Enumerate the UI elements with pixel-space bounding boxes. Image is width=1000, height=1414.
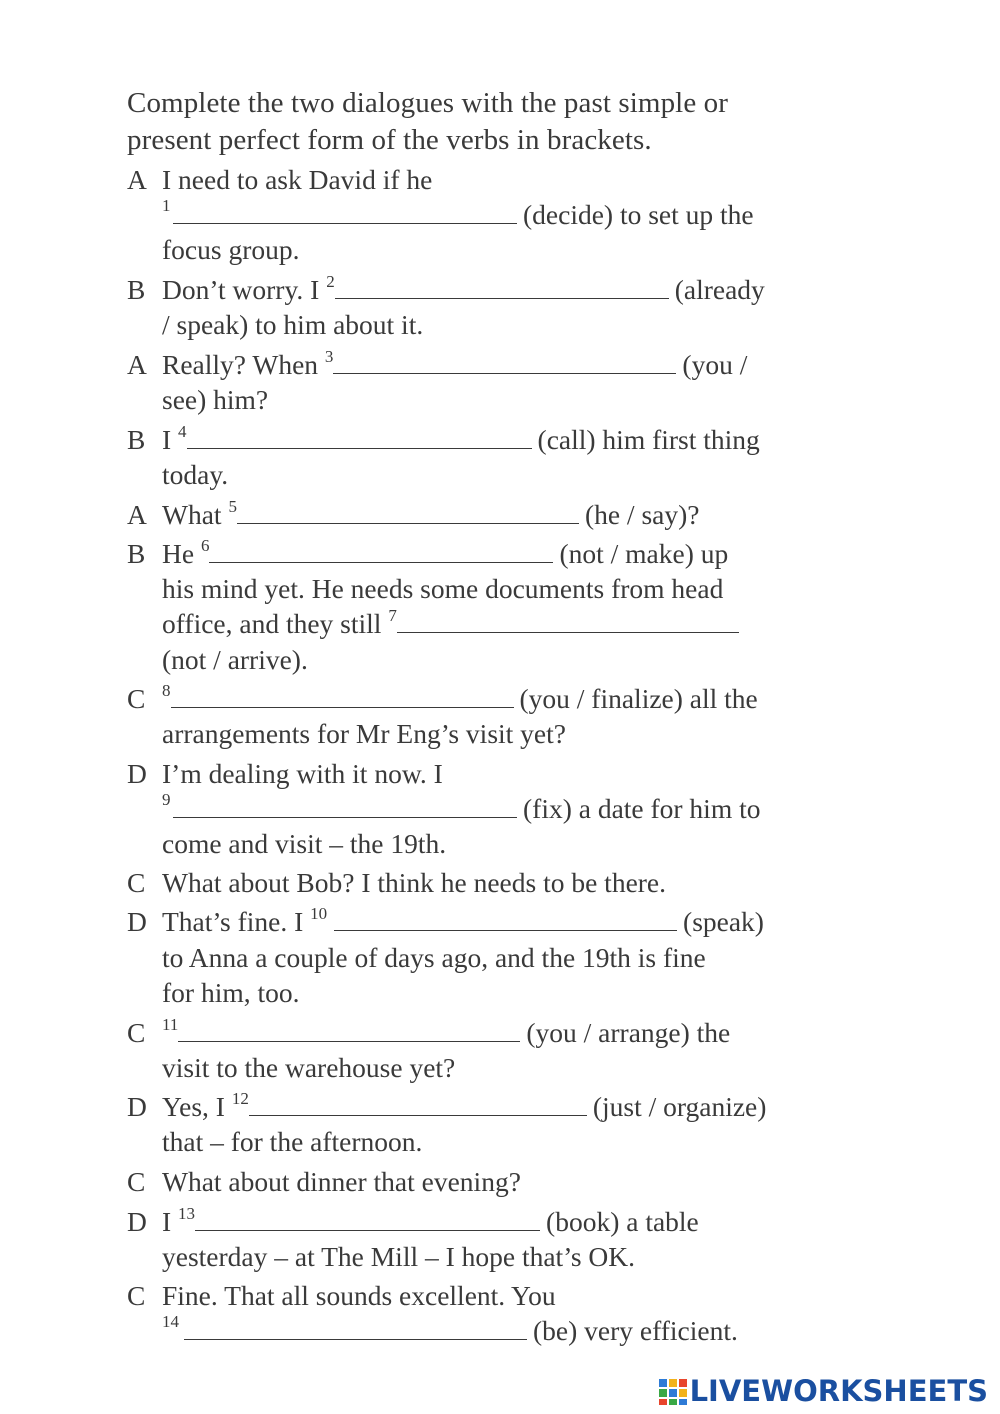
dialogue-text: (not / arrive).: [162, 644, 308, 675]
answer-blank-2[interactable]: [335, 274, 669, 299]
dialogue-text: What about dinner that evening?: [162, 1166, 521, 1197]
answer-blank-9[interactable]: [173, 793, 517, 818]
instructions-line-1: Complete the two dialogues with the past simple or: [127, 87, 729, 119]
speaker-label: B: [127, 538, 146, 569]
blank-number: 6: [200, 536, 210, 555]
verb-hint: (he / say)?: [584, 499, 700, 530]
verb-hint: (book) a table: [546, 1206, 699, 1237]
verb-hint: (just / organize): [592, 1091, 767, 1122]
dialogue-text: to Anna a couple of days ago, and the 19th is fine: [162, 942, 706, 973]
dialogue-text: I: [162, 1206, 172, 1237]
answer-blank-12[interactable]: [249, 1091, 587, 1116]
dialogue-text: that – for the afternoon.: [162, 1126, 423, 1157]
answer-blank-14[interactable]: [184, 1315, 527, 1340]
dialogue-line: [162, 607, 745, 641]
dialogue-line: [162, 537, 728, 571]
dialogue-line: [162, 498, 699, 532]
instructions: [127, 85, 847, 159]
speaker-label: D: [127, 758, 147, 789]
blank-number: 13: [178, 1204, 196, 1223]
verb-hint: (speak): [683, 906, 764, 937]
speaker-label: A: [127, 349, 147, 380]
dialogue-line: [162, 1205, 699, 1239]
speaker-label: C: [127, 1166, 146, 1197]
answer-blank-4[interactable]: [187, 424, 532, 449]
dialogue-text: office, and they still: [162, 608, 382, 639]
dialogue-text: Don’t worry. I: [162, 274, 320, 305]
verb-hint: (you / finalize) all the: [519, 683, 758, 714]
speaker-label: A: [127, 499, 147, 530]
blank-number: 12: [231, 1089, 249, 1108]
dialogue-line: [173, 792, 760, 826]
answer-blank-7[interactable]: [397, 608, 739, 633]
dialogue-line: [162, 905, 764, 939]
speaker-label: C: [127, 867, 146, 898]
blank-number: 10: [310, 904, 328, 923]
dialogue-text: / speak) to him about it.: [162, 309, 424, 340]
dialogue-text: Really? When: [162, 349, 319, 380]
watermark-text: LIVEWORKSHEETS: [689, 1374, 988, 1408]
dialogue-text: Yes, I: [162, 1091, 225, 1122]
answer-blank-6[interactable]: [209, 538, 553, 563]
dialogue-line: [162, 273, 765, 307]
verb-hint: (you /: [682, 349, 748, 380]
answer-blank-1[interactable]: [173, 199, 517, 224]
verb-hint: (fix) a date for him to: [523, 793, 761, 824]
answer-blank-5[interactable]: [237, 499, 579, 524]
dialogue-text: today.: [162, 459, 229, 490]
instructions-line-2: present perfect form of the verbs in brackets.: [127, 124, 652, 156]
dialogue-text: see) him?: [162, 384, 269, 415]
blank-number: 3: [324, 347, 334, 366]
dialogue-text: Fine. That all sounds excellent. You: [162, 1280, 556, 1311]
verb-hint: (not / make) up: [559, 538, 729, 569]
dialogue-text: I need to ask David if he: [162, 164, 433, 195]
speaker-label: C: [127, 1017, 146, 1048]
liveworksheets-watermark: [658, 1374, 988, 1408]
verb-hint: (be) very efficient.: [533, 1315, 738, 1346]
speaker-label: D: [127, 1206, 147, 1237]
dialogue-line: [162, 1016, 730, 1050]
dialogue-text: I: [162, 424, 172, 455]
dialogue-text: He: [162, 538, 195, 569]
dialogue-text: What about Bob? I think he needs to be there.: [162, 867, 667, 898]
blank-number: 4: [178, 422, 187, 441]
dialogue-line: [173, 198, 754, 232]
dialogue-text: yesterday – at The Mill – I hope that’s OK.: [162, 1241, 636, 1272]
dialogue-line: [162, 682, 758, 716]
blank-number: 7: [388, 606, 397, 625]
blank-number: 9: [162, 790, 171, 809]
speaker-label: D: [127, 906, 147, 937]
answer-blank-10[interactable]: [334, 906, 677, 931]
dialogue-text: come and visit – the 19th.: [162, 828, 447, 859]
dialogue-text: I’m dealing with it now. I: [162, 758, 443, 789]
dialogue-text: his mind yet. He needs some documents from head: [162, 573, 724, 604]
verb-hint: (decide) to set up the: [523, 199, 754, 230]
blank-number: 11: [162, 1015, 179, 1034]
verb-hint: (already: [674, 274, 765, 305]
blank-number: 1: [162, 196, 171, 215]
blank-number: 2: [326, 272, 335, 291]
dialogue-line: [162, 1090, 766, 1124]
dialogue-text: visit to the warehouse yet?: [162, 1052, 456, 1083]
blank-number: 14: [162, 1312, 179, 1331]
dialogue-line: [162, 423, 760, 457]
blank-number: 5: [228, 497, 237, 516]
dialogue-line: [184, 1314, 738, 1348]
dialogue-line: [162, 348, 747, 382]
verb-hint: (call) him first thing: [537, 424, 760, 455]
dialogue-text: arrangements for Mr Eng’s visit yet?: [162, 718, 566, 749]
speaker-label: B: [127, 424, 146, 455]
speaker-label: D: [127, 1091, 147, 1122]
blank-number: 8: [162, 681, 171, 700]
answer-blank-11[interactable]: [178, 1017, 520, 1042]
answer-blank-13[interactable]: [195, 1206, 540, 1231]
answer-blank-8[interactable]: [171, 683, 514, 708]
speaker-label: C: [127, 683, 146, 714]
answer-blank-3[interactable]: [333, 349, 676, 374]
speaker-label: C: [127, 1280, 146, 1311]
verb-hint: (you / arrange) the: [526, 1017, 731, 1048]
speaker-label: A: [127, 164, 147, 195]
dialogue-text: That’s fine. I: [162, 906, 304, 937]
dialogue-text: What: [162, 499, 222, 530]
dialogue-text: for him, too.: [162, 977, 300, 1008]
liveworksheets-logo-icon: [658, 1376, 688, 1406]
dialogue-text: focus group.: [162, 234, 300, 265]
speaker-label: B: [127, 274, 146, 305]
